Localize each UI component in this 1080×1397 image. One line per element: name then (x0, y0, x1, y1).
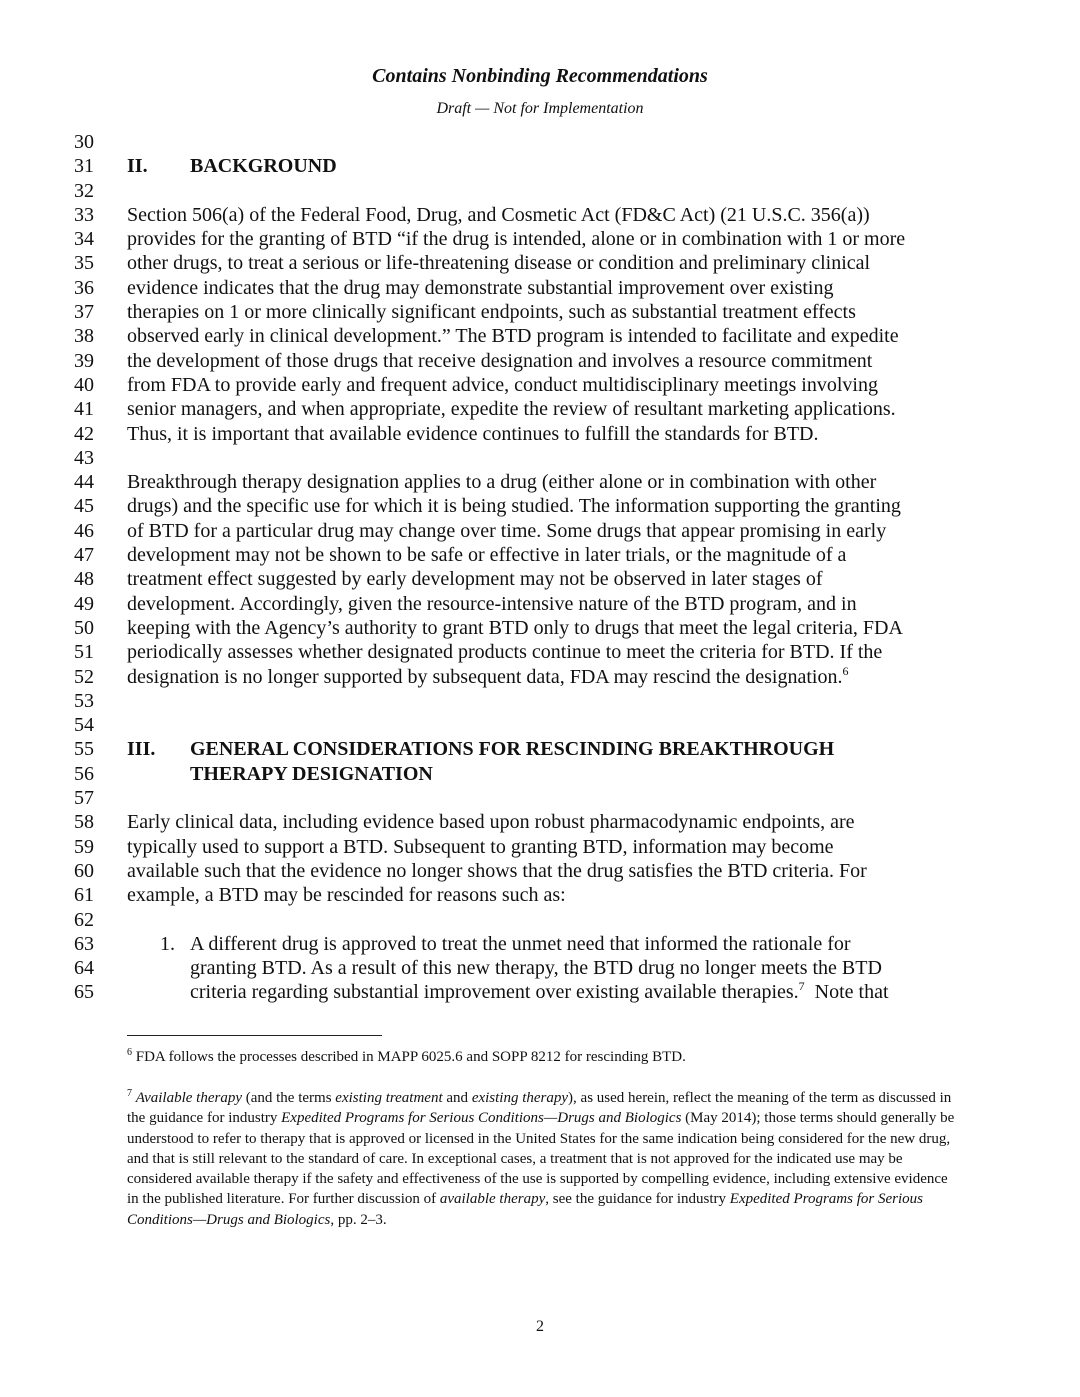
footnote-text: , see the guidance for industry (545, 1191, 730, 1208)
line-number: 45 (74, 495, 94, 518)
section-number: III. (127, 738, 156, 761)
paragraph-line: provides for the granting of BTD “if the drug is intended, alone or in combination with 1 or more (127, 228, 906, 251)
list-marker: 1. (160, 932, 175, 955)
footnote-text: , pp. 2–3. (330, 1211, 387, 1228)
paragraph-line: typically used to support a BTD. Subsequent to granting BTD, information may become (127, 835, 834, 858)
footnote-guidance-title: Expedited Programs for Serious Conditions—Drugs and Biologics (127, 1191, 923, 1228)
line-number: 53 (74, 689, 94, 712)
line-number: 55 (74, 738, 94, 761)
footnote-ref-7[interactable]: 7 (798, 979, 805, 994)
line-number: 39 (74, 349, 94, 372)
footnote-number: 6 (127, 1047, 132, 1058)
footnote-term: existing treatment (335, 1090, 443, 1106)
footnote-term: Available therapy (135, 1090, 242, 1106)
paragraph-line: development may not be shown to be safe or effective in later trials, or the magnitude of a (127, 544, 847, 567)
paragraph-line: Early clinical data, including evidence based upon robust pharmacodynamic endpoints, are (127, 811, 855, 834)
line-number: 58 (74, 811, 94, 834)
line-number: 48 (74, 568, 94, 591)
paragraph-line: drugs) and the specific use for which it is being studied. The information supporting the granting (127, 495, 901, 518)
list-item-line: A different drug is approved to treat the unmet need that informed the rationale for (190, 932, 851, 955)
line-number: 35 (74, 252, 94, 275)
paragraph-line: periodically assesses whether designated products continue to meet the criteria for BTD. If the (127, 641, 883, 664)
paragraph-line: Breakthrough therapy designation applies to a drug (either alone or in combination with other (127, 471, 877, 494)
paragraph-line: observed early in clinical development.” The BTD program is intended to facilitate and expedite (127, 325, 899, 348)
list-item-text: criteria regarding substantial improvement over existing available therapies. (190, 981, 799, 1004)
header-title: Contains Nonbinding Recommendations (372, 65, 708, 87)
line-number: 50 (74, 616, 94, 639)
footnote-text: ), as used herein, reflect the meaning of the term as discussed in the guidance for industry (127, 1090, 952, 1127)
line-number: 47 (74, 544, 94, 567)
line-number: 52 (74, 665, 94, 688)
paragraph-line: therapies on 1 or more clinically significant endpoints, such as substantial treatment effects (127, 301, 856, 324)
line-number: 31 (74, 155, 94, 178)
paragraph-line: keeping with the Agency’s authority to grant BTD only to drugs that meet the legal criteria, FDA (127, 616, 903, 639)
footnote-term: existing therapy (471, 1090, 569, 1106)
line-number: 46 (74, 519, 94, 542)
footnote-text: FDA follows the processes described in MAPP 6025.6 and SOPP 8212 for rescinding BTD. (135, 1049, 686, 1065)
line-number: 63 (74, 932, 94, 955)
page-number: 2 (536, 1318, 544, 1335)
section-number: II. (127, 155, 148, 178)
paragraph-line: of BTD for a particular drug may change over time. Some drugs that appear promising in early (127, 519, 887, 542)
line-number: 36 (74, 276, 94, 299)
paragraph-line: senior managers, and when appropriate, expedite the review of resultant marketing applications. (127, 398, 896, 421)
line-number: 54 (74, 714, 94, 737)
footnote-text: (May 2014); those terms should generally be understood to refer to therapy that is approved or licensed in the United States for the same indication being considered for the new drug, and that is still relevant to the standard of care. In exceptional cases, a treatment that is not approved for the indicated use may be considered available therapy if the safety and effectiveness of the use is supported by compelling evidence, including extensive evidence in the published literature. For further discussion of (127, 1110, 955, 1208)
line-number: 44 (74, 471, 94, 494)
line-number: 61 (74, 884, 94, 907)
list-item-line: granting BTD. As a result of this new therapy, the BTD drug no longer meets the BTD (190, 957, 882, 980)
paragraph-line: example, a BTD may be rescinded for reasons such as: (127, 884, 566, 907)
paragraph-line: available such that the evidence no longer shows that the drug satisfies the BTD criteria. For (127, 859, 867, 882)
line-number: 32 (74, 179, 94, 202)
line-number: 65 (74, 981, 94, 1004)
header-subtitle: Draft — Not for Implementation (436, 100, 644, 117)
paragraph-line-text: designation is no longer supported by subsequent data, FDA may rescind the designation. (127, 665, 843, 688)
paragraph-line: development. Accordingly, given the resource-intensive nature of the BTD program, and in (127, 592, 857, 615)
footnote-ref-6[interactable]: 6 (842, 663, 849, 678)
list-item-line (190, 980, 889, 1004)
list-item-tail: Note that (814, 981, 889, 1004)
paragraph-line (127, 665, 848, 689)
footnote-divider (127, 1035, 382, 1036)
line-number: 38 (74, 325, 94, 348)
section-heading: BACKGROUND (190, 155, 337, 178)
footnote-6 (127, 1047, 957, 1067)
footnote-text: (and the terms (241, 1090, 336, 1106)
paragraph-line: the development of those drugs that receive designation and involves a resource commitment (127, 349, 873, 372)
line-number: 49 (74, 592, 94, 615)
section-heading: GENERAL CONSIDERATIONS FOR RESCINDING BREAKTHROUGH (190, 738, 835, 761)
paragraph-line: Section 506(a) of the Federal Food, Drug, and Cosmetic Act (FD&C Act) (21 U.S.C. 356(a)) (127, 203, 870, 226)
paragraph-line: from FDA to provide early and frequent advice, conduct multidisciplinary meetings involving (127, 373, 878, 396)
footnote-guidance-title: Expedited Programs for Serious Conditions—Drugs and Biologics (281, 1110, 682, 1127)
paragraph-line: treatment effect suggested by early development may not be observed in later stages of (127, 568, 823, 591)
line-number: 33 (74, 203, 94, 226)
line-number: 42 (74, 422, 94, 445)
paragraph-line: Thus, it is important that available evidence continues to fulfill the standards for BTD. (127, 422, 819, 445)
line-number: 57 (74, 787, 94, 810)
line-number: 34 (74, 228, 94, 251)
paragraph-line: other drugs, to treat a serious or life-threatening disease or condition and preliminary clinical (127, 252, 871, 275)
line-number: 64 (74, 957, 94, 980)
line-number: 41 (74, 398, 94, 421)
line-number: 51 (74, 641, 94, 664)
line-number: 60 (74, 859, 94, 882)
paragraph-line: evidence indicates that the drug may demonstrate substantial improvement over existing (127, 276, 834, 299)
line-number: 56 (74, 762, 94, 785)
line-number: 37 (74, 301, 94, 324)
section-heading-continued: THERAPY DESIGNATION (190, 762, 433, 785)
footnote-text: and (442, 1090, 472, 1106)
line-number: 62 (74, 908, 94, 931)
line-number: 40 (74, 373, 94, 396)
line-number: 30 (74, 131, 94, 153)
line-number: 43 (74, 446, 94, 469)
line-number: 59 (74, 835, 94, 858)
document-body (0, 130, 1080, 1005)
footnote-term: available therapy (439, 1191, 546, 1208)
footnote-number: 7 (127, 1088, 132, 1099)
footnote-7 (127, 1088, 957, 1230)
